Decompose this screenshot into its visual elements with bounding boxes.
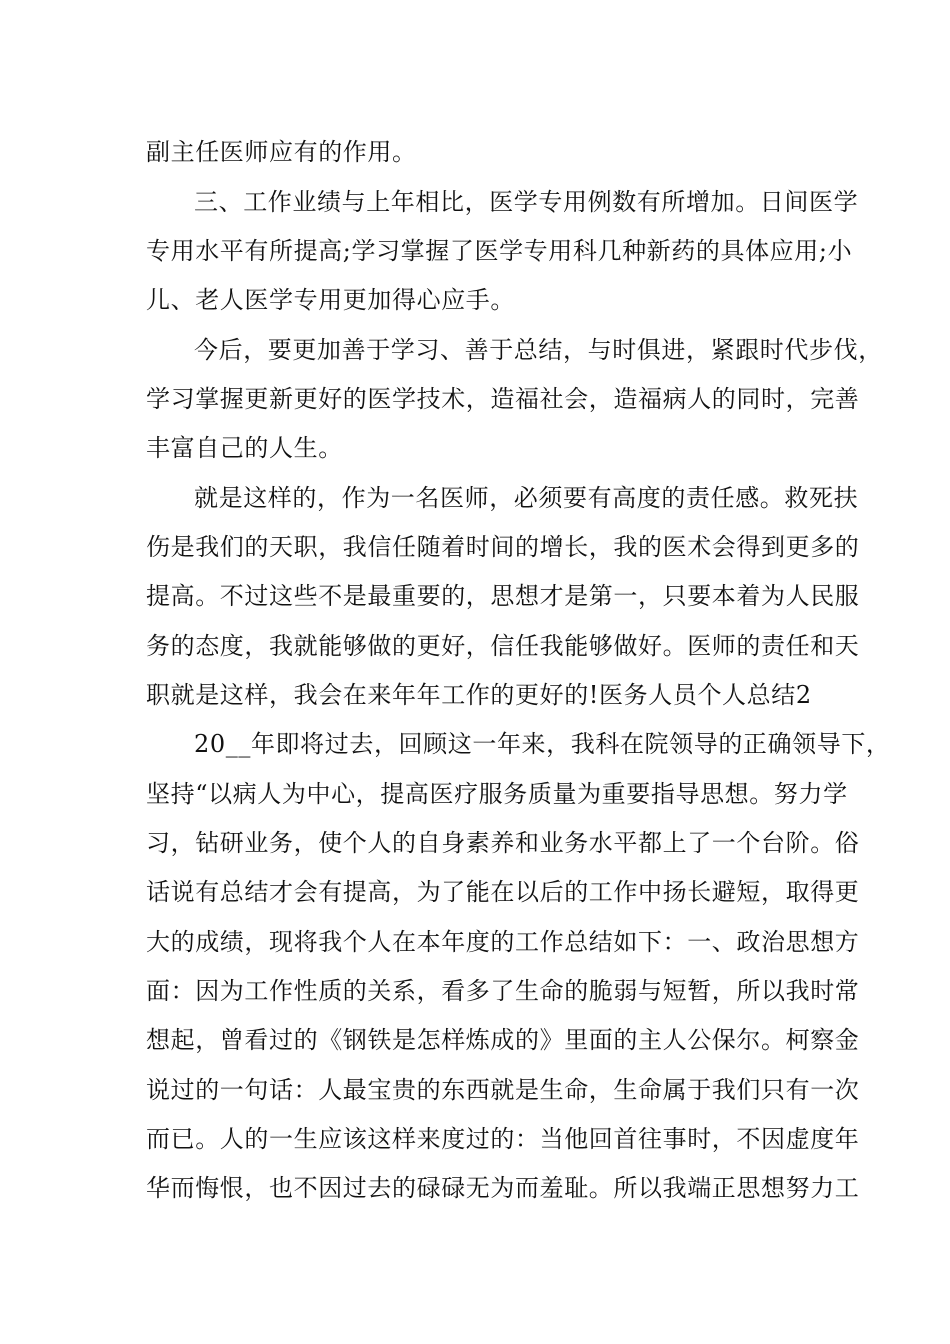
text-line: 学习掌握更新更好的医学技术，造福社会，造福病人的同时，完善 bbox=[146, 385, 860, 413]
text-line: 而已。人的一生应该这样来度过的：当他回首往事时，不因虚度年 bbox=[146, 1125, 860, 1153]
text-line: 大的成绩，现将我个人在本年度的工作总结如下：一、政治思想方 bbox=[146, 928, 860, 956]
text-line: 面：因为工作性质的关系，看多了生命的脆弱与短暂，所以我时常 bbox=[146, 977, 860, 1005]
text-line: 提高。不过这些不是最重要的，思想才是第一，只要本着为人民服 bbox=[146, 582, 860, 610]
text-line: 想起，曾看过的《钢铁是怎样炼成的》里面的主人公保尔。柯察金 bbox=[146, 1026, 860, 1054]
text-line: 20__年即将过去，回顾这一年来，我科在院领导的正确领导下， bbox=[194, 730, 891, 758]
text-line: 务的态度，我就能够做的更好，信任我能够做好。医师的责任和天 bbox=[146, 632, 860, 660]
text-line: 专用水平有所提高;学习掌握了医学专用科几种新药的具体应用;小 bbox=[146, 237, 853, 265]
text-line: 今后，要更加善于学习、善于总结，与时俱进，紧跟时代步伐， bbox=[194, 336, 883, 364]
text-line: 说过的一句话：人最宝贵的东西就是生命，生命属于我们只有一次 bbox=[146, 1076, 860, 1104]
text-line: 儿、老人医学专用更加得心应手。 bbox=[146, 286, 515, 314]
text-line: 就是这样的，作为一名医师，必须要有高度的责任感。救死扶 bbox=[194, 484, 859, 512]
text-line: 伤是我们的天职，我信任随着时间的增长，我的医术会得到更多的 bbox=[146, 533, 860, 561]
text-line: 丰富自己的人生。 bbox=[146, 434, 343, 462]
text-line: 副主任医师应有的作用。 bbox=[146, 138, 417, 166]
text-line: 三、工作业绩与上年相比，医学专用例数有所增加。日间医学 bbox=[194, 188, 859, 216]
text-line: 话说有总结才会有提高，为了能在以后的工作中扬长避短，取得更 bbox=[146, 878, 860, 906]
text-line: 华而悔恨，也不因过去的碌碌无为而羞耻。所以我端正思想努力工 bbox=[146, 1174, 860, 1202]
text-line: 坚持“以病人为中心，提高医疗服务质量为重要指导思想。努力学 bbox=[146, 780, 848, 808]
text-line: 习，钻研业务，使个人的自身素养和业务水平都上了一个台阶。俗 bbox=[146, 829, 860, 857]
text-line: 职就是这样，我会在来年年工作的更好的!医务人员个人总结2 bbox=[146, 681, 812, 709]
